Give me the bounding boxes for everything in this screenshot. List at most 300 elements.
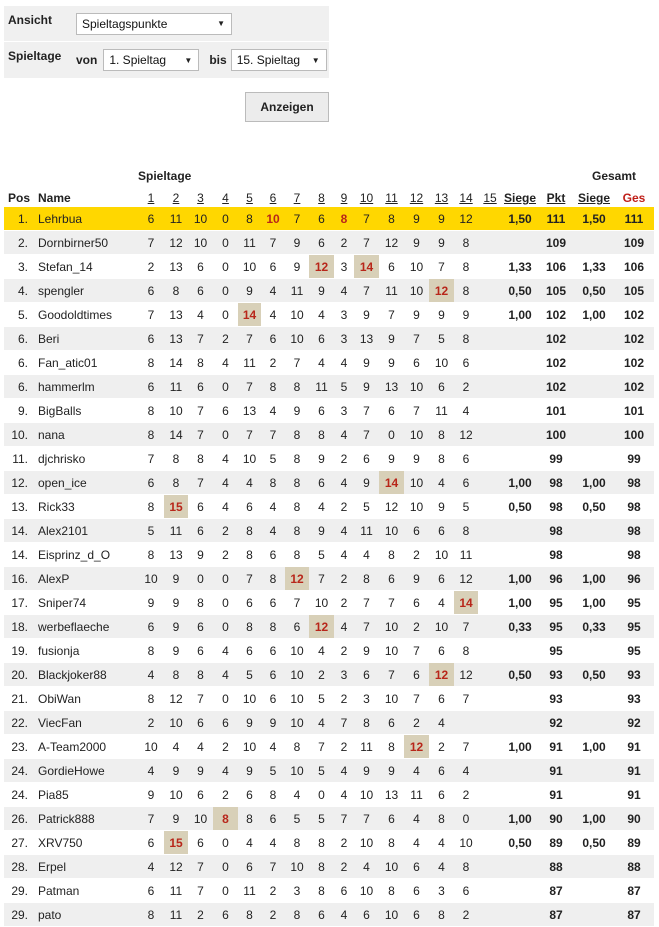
day-points-cell: [478, 495, 502, 519]
ansicht-label: Ansicht: [8, 13, 53, 27]
day-points-cell: 10: [261, 207, 285, 231]
row-position: 29.: [4, 879, 34, 903]
day-points-cell: 8: [454, 255, 478, 279]
day-points-cell: 2: [454, 783, 478, 807]
day-points-cell: 6: [188, 831, 213, 855]
row-position: 14.: [4, 519, 34, 543]
day-points-cell: 10: [404, 495, 429, 519]
day-points-cell: 6: [138, 327, 164, 351]
day-points-cell: 7: [354, 591, 379, 615]
table-row: [4, 327, 654, 351]
day-points-cell: 10: [238, 447, 261, 471]
day-points-cell: 7: [334, 711, 354, 735]
bis-select[interactable]: [231, 49, 327, 71]
row-player-name: ViecFan: [34, 711, 138, 735]
col-day-2[interactable]: 2: [172, 191, 180, 205]
day-points-cell: 15: [164, 495, 188, 519]
row-player-name: Alex2101: [34, 519, 138, 543]
day-points-cell: 11: [354, 519, 379, 543]
day-points-cell: 14: [454, 591, 478, 615]
day-points-cell: 10: [379, 687, 404, 711]
day-points-cell: 7: [138, 447, 164, 471]
row-gesamt-siege: 0,50: [574, 831, 614, 855]
day-points-cell: 7: [429, 255, 454, 279]
day-points-cell: 7: [261, 855, 285, 879]
row-siege: [502, 639, 538, 663]
day-points-cell: 4: [261, 519, 285, 543]
day-points-cell: 13: [164, 255, 188, 279]
day-points-cell: 6: [404, 903, 429, 927]
day-points-cell: 9: [429, 303, 454, 327]
day-points-cell: 7: [354, 615, 379, 639]
bis-label: bis: [209, 53, 227, 67]
row-position: 6.: [4, 351, 34, 375]
row-player-name: ObiWan: [34, 687, 138, 711]
day-points-cell: 10: [285, 711, 309, 735]
day-points-cell: 2: [429, 735, 454, 759]
row-position: 13.: [4, 495, 34, 519]
day-points-cell: 4: [404, 831, 429, 855]
day-points-cell: 12: [454, 567, 478, 591]
day-points-cell: 5: [238, 663, 261, 687]
day-points-cell: 10: [188, 231, 213, 255]
day-points-cell: 6: [138, 279, 164, 303]
day-points-cell: 6: [454, 879, 478, 903]
col-pkt[interactable]: Pkt: [546, 191, 566, 205]
table-row: [4, 639, 654, 663]
day-points-cell: 0: [213, 375, 238, 399]
row-siege: [502, 711, 538, 735]
day-points-cell: 9: [238, 759, 261, 783]
day-points-cell: 9: [138, 591, 164, 615]
day-points-cell: 8: [454, 279, 478, 303]
bis-select-value: 15. Spieltag: [236, 53, 301, 67]
day-points-cell: 7: [188, 399, 213, 423]
row-gesamt-siege: [574, 375, 614, 399]
day-points-cell: 5: [334, 375, 354, 399]
row-gesamt: 99: [614, 447, 654, 471]
day-points-cell: 0: [213, 615, 238, 639]
day-points-cell: 8: [285, 471, 309, 495]
day-points-cell: 8: [164, 663, 188, 687]
col-ges[interactable]: Ges: [622, 191, 646, 205]
day-points-cell: 11: [164, 375, 188, 399]
day-points-cell: 10: [404, 279, 429, 303]
day-points-cell: 10: [429, 351, 454, 375]
day-points-cell: 10: [404, 471, 429, 495]
row-player-name: Patman: [34, 879, 138, 903]
row-siege: [502, 423, 538, 447]
row-pkt: 102: [538, 303, 574, 327]
col-day-9[interactable]: 9: [340, 191, 348, 205]
day-points-cell: 4: [404, 759, 429, 783]
day-points-cell: [478, 231, 502, 255]
row-gesamt: 92: [614, 711, 654, 735]
row-gesamt-siege: [574, 543, 614, 567]
day-points-cell: [478, 447, 502, 471]
col-day-15[interactable]: 15: [483, 191, 497, 205]
day-points-cell: 4: [309, 495, 334, 519]
row-position: 17.: [4, 591, 34, 615]
day-points-cell: 6: [138, 831, 164, 855]
day-points-cell: 4: [429, 711, 454, 735]
day-points-cell: 8: [454, 231, 478, 255]
row-gesamt: 95: [614, 615, 654, 639]
day-points-cell: 8: [188, 663, 213, 687]
row-gesamt-siege: 1,00: [574, 567, 614, 591]
day-points-cell: 14: [238, 303, 261, 327]
day-points-cell: 6: [404, 519, 429, 543]
day-points-cell: 9: [354, 471, 379, 495]
day-points-cell: 2: [454, 903, 478, 927]
row-position: 10.: [4, 423, 34, 447]
day-points-cell: 8: [285, 903, 309, 927]
col-siege[interactable]: Siege: [504, 191, 537, 205]
day-points-cell: 8: [429, 903, 454, 927]
row-siege: 0,50: [502, 495, 538, 519]
day-points-cell: 14: [164, 423, 188, 447]
day-points-cell: 14: [379, 471, 404, 495]
day-points-cell: [478, 303, 502, 327]
day-points-cell: 8: [188, 351, 213, 375]
day-points-cell: 14: [354, 255, 379, 279]
table-row: [4, 735, 654, 759]
day-points-cell: 8: [285, 831, 309, 855]
day-points-cell: 4: [334, 615, 354, 639]
row-siege: [502, 351, 538, 375]
day-points-cell: 8: [285, 519, 309, 543]
row-gesamt: 98: [614, 519, 654, 543]
day-points-cell: 4: [213, 471, 238, 495]
row-pkt: 99: [538, 447, 574, 471]
day-points-cell: 7: [238, 327, 261, 351]
row-gesamt-siege: [574, 879, 614, 903]
day-points-cell: 0: [213, 831, 238, 855]
table-row: [4, 855, 654, 879]
ansicht-select[interactable]: [76, 13, 232, 35]
row-position: 1.: [4, 207, 34, 231]
day-points-cell: 0: [213, 591, 238, 615]
day-points-cell: 8: [188, 591, 213, 615]
anzeigen-button[interactable]: Anzeigen: [245, 92, 329, 122]
table-row: [4, 711, 654, 735]
day-points-cell: 8: [138, 903, 164, 927]
row-pkt: 95: [538, 615, 574, 639]
ansicht-row: [4, 6, 329, 42]
row-gesamt: 102: [614, 303, 654, 327]
day-points-cell: 11: [238, 351, 261, 375]
row-siege: 0,50: [502, 279, 538, 303]
day-points-cell: 4: [354, 855, 379, 879]
spieltage-row: [4, 42, 329, 79]
row-pkt: 91: [538, 783, 574, 807]
day-points-cell: 2: [261, 879, 285, 903]
day-points-cell: 6: [188, 375, 213, 399]
table-row: [4, 303, 654, 327]
day-points-cell: 12: [429, 663, 454, 687]
day-points-cell: 7: [238, 567, 261, 591]
day-points-cell: 6: [138, 879, 164, 903]
day-points-cell: [478, 207, 502, 231]
day-points-cell: 13: [379, 783, 404, 807]
day-points-cell: 4: [261, 279, 285, 303]
day-points-cell: 11: [164, 879, 188, 903]
row-pkt: 106: [538, 255, 574, 279]
day-points-cell: 6: [309, 327, 334, 351]
day-points-cell: 5: [309, 543, 334, 567]
row-gesamt-siege: 1,00: [574, 735, 614, 759]
table-row: [4, 495, 654, 519]
group-gesamt-header: Gesamt: [592, 169, 637, 183]
day-points-cell: 7: [188, 423, 213, 447]
day-points-cell: 6: [404, 879, 429, 903]
day-points-cell: [478, 615, 502, 639]
day-points-cell: [478, 831, 502, 855]
day-points-cell: 4: [334, 471, 354, 495]
day-points-cell: 8: [285, 735, 309, 759]
row-siege: 1,00: [502, 303, 538, 327]
day-points-cell: 10: [379, 855, 404, 879]
row-position: 21.: [4, 687, 34, 711]
day-points-cell: 6: [213, 903, 238, 927]
day-points-cell: 2: [213, 735, 238, 759]
day-points-cell: 6: [238, 591, 261, 615]
day-points-cell: 12: [164, 231, 188, 255]
day-points-cell: 5: [261, 759, 285, 783]
row-pkt: 98: [538, 495, 574, 519]
day-points-cell: 6: [309, 471, 334, 495]
day-points-cell: 9: [404, 231, 429, 255]
day-points-cell: 11: [379, 279, 404, 303]
day-points-cell: 9: [188, 759, 213, 783]
table-row: [4, 663, 654, 687]
day-points-cell: 2: [188, 903, 213, 927]
row-siege: 1,33: [502, 255, 538, 279]
row-pkt: 96: [538, 567, 574, 591]
day-points-cell: 0: [213, 855, 238, 879]
day-points-cell: 4: [213, 663, 238, 687]
row-gesamt-siege: [574, 855, 614, 879]
day-points-cell: 2: [334, 855, 354, 879]
standings-body: [4, 207, 654, 927]
day-points-cell: 7: [285, 591, 309, 615]
day-points-cell: [478, 327, 502, 351]
day-points-cell: 0: [213, 255, 238, 279]
day-points-cell: 8: [138, 399, 164, 423]
day-points-cell: 14: [164, 351, 188, 375]
day-points-cell: 11: [404, 783, 429, 807]
day-points-cell: 6: [454, 471, 478, 495]
day-points-cell: 10: [285, 687, 309, 711]
day-points-cell: [478, 711, 502, 735]
day-points-cell: [478, 759, 502, 783]
day-points-cell: 8: [164, 447, 188, 471]
day-points-cell: 8: [354, 711, 379, 735]
day-points-cell: 10: [164, 399, 188, 423]
day-points-cell: 2: [213, 327, 238, 351]
col-day-5[interactable]: 5: [246, 191, 253, 205]
col-gesamt-siege[interactable]: Siege: [578, 191, 611, 205]
row-gesamt-siege: 0,50: [574, 279, 614, 303]
row-player-name: Sniper74: [34, 591, 138, 615]
day-points-cell: 13: [164, 303, 188, 327]
day-points-cell: 9: [309, 447, 334, 471]
day-points-cell: 6: [188, 519, 213, 543]
row-gesamt-siege: [574, 711, 614, 735]
row-gesamt: 109: [614, 231, 654, 255]
day-points-cell: 9: [285, 399, 309, 423]
day-points-cell: 6: [138, 375, 164, 399]
row-pkt: 109: [538, 231, 574, 255]
day-points-cell: [478, 399, 502, 423]
row-gesamt: 106: [614, 255, 654, 279]
day-points-cell: 4: [138, 855, 164, 879]
day-points-cell: 5: [354, 495, 379, 519]
row-gesamt: 102: [614, 375, 654, 399]
row-siege: 1,00: [502, 735, 538, 759]
col-day-13[interactable]: 13: [434, 191, 449, 205]
day-points-cell: 10: [454, 831, 478, 855]
day-points-cell: 4: [213, 447, 238, 471]
col-day-1[interactable]: 1: [147, 191, 155, 205]
row-player-name: AlexP: [34, 567, 138, 591]
col-day-4[interactable]: 4: [222, 191, 229, 205]
table-row: [4, 255, 654, 279]
col-day-14[interactable]: 14: [459, 191, 473, 205]
day-points-cell: 6: [379, 255, 404, 279]
table-row: [4, 759, 654, 783]
row-gesamt-siege: 0,33: [574, 615, 614, 639]
day-points-cell: 0: [213, 687, 238, 711]
day-points-cell: 0: [213, 303, 238, 327]
col-day-12[interactable]: 12: [409, 191, 424, 205]
table-row: [4, 399, 654, 423]
row-gesamt-siege: 1,00: [574, 591, 614, 615]
day-points-cell: 7: [188, 471, 213, 495]
day-points-cell: 7: [404, 399, 429, 423]
day-points-cell: 8: [261, 375, 285, 399]
row-gesamt: 96: [614, 567, 654, 591]
day-points-cell: 7: [454, 687, 478, 711]
row-gesamt: 95: [614, 591, 654, 615]
day-points-cell: 7: [309, 567, 334, 591]
day-points-cell: 6: [261, 807, 285, 831]
row-position: 4.: [4, 279, 34, 303]
day-points-cell: 0: [379, 423, 404, 447]
day-points-cell: 12: [454, 423, 478, 447]
col-day-7[interactable]: 7: [293, 191, 301, 205]
row-siege: [502, 543, 538, 567]
row-player-name: Fan_atic01: [34, 351, 138, 375]
day-points-cell: 9: [404, 303, 429, 327]
table-row: [4, 879, 654, 903]
day-points-cell: 3: [334, 663, 354, 687]
day-points-cell: 4: [309, 351, 334, 375]
table-row: [4, 903, 654, 927]
day-points-cell: 4: [429, 591, 454, 615]
day-points-cell: 8: [309, 423, 334, 447]
row-gesamt: 102: [614, 327, 654, 351]
day-points-cell: 2: [404, 543, 429, 567]
day-points-cell: 8: [285, 423, 309, 447]
day-points-cell: 9: [164, 639, 188, 663]
row-siege: 0,50: [502, 663, 538, 687]
col-pos: Pos: [8, 191, 31, 205]
day-points-cell: 7: [188, 855, 213, 879]
day-points-cell: 6: [188, 495, 213, 519]
von-select[interactable]: [103, 49, 199, 71]
day-points-cell: 8: [309, 879, 334, 903]
day-points-cell: 7: [138, 807, 164, 831]
row-gesamt-siege: 1,33: [574, 255, 614, 279]
group-spieltage-header: Spieltage: [138, 169, 192, 183]
day-points-cell: [478, 735, 502, 759]
row-gesamt: 105: [614, 279, 654, 303]
day-points-cell: 4: [309, 639, 334, 663]
row-player-name: Beri: [34, 327, 138, 351]
day-points-cell: 8: [238, 519, 261, 543]
row-siege: 0,33: [502, 615, 538, 639]
table-row: [4, 279, 654, 303]
day-points-cell: 12: [404, 735, 429, 759]
day-points-cell: [478, 639, 502, 663]
col-day-3[interactable]: 3: [197, 191, 204, 205]
row-player-name: GordieHowe: [34, 759, 138, 783]
col-day-8[interactable]: 8: [318, 191, 325, 205]
row-pkt: 98: [538, 519, 574, 543]
day-points-cell: 7: [188, 327, 213, 351]
row-pkt: 98: [538, 543, 574, 567]
row-player-name: Dornbirner50: [34, 231, 138, 255]
col-day-11[interactable]: 11: [385, 191, 398, 205]
day-points-cell: 0: [454, 807, 478, 831]
day-points-cell: 2: [334, 495, 354, 519]
day-points-cell: 13: [238, 399, 261, 423]
day-points-cell: 12: [454, 663, 478, 687]
row-gesamt-siege: [574, 447, 614, 471]
day-points-cell: 6: [354, 447, 379, 471]
day-points-cell: 6: [334, 879, 354, 903]
col-day-6[interactable]: 6: [269, 191, 277, 205]
day-points-cell: 4: [334, 903, 354, 927]
col-day-10[interactable]: 10: [359, 191, 374, 205]
row-siege: [502, 519, 538, 543]
row-pkt: 93: [538, 687, 574, 711]
row-pkt: 87: [538, 879, 574, 903]
row-player-name: XRV750: [34, 831, 138, 855]
day-points-cell: 13: [354, 327, 379, 351]
day-points-cell: 10: [404, 255, 429, 279]
day-points-cell: 8: [238, 207, 261, 231]
day-points-cell: 4: [238, 471, 261, 495]
day-points-cell: 8: [285, 543, 309, 567]
day-points-cell: 11: [164, 903, 188, 927]
day-points-cell: 12: [164, 855, 188, 879]
day-points-cell: 6: [188, 711, 213, 735]
day-points-cell: 2: [213, 543, 238, 567]
table-row: [4, 687, 654, 711]
day-points-cell: 5: [261, 447, 285, 471]
day-points-cell: 9: [238, 711, 261, 735]
day-points-cell: 7: [354, 399, 379, 423]
row-siege: [502, 759, 538, 783]
row-position: 26.: [4, 807, 34, 831]
day-points-cell: 4: [429, 471, 454, 495]
table-row: [4, 471, 654, 495]
day-points-cell: 6: [429, 375, 454, 399]
day-points-cell: 8: [261, 783, 285, 807]
day-points-cell: 9: [188, 543, 213, 567]
